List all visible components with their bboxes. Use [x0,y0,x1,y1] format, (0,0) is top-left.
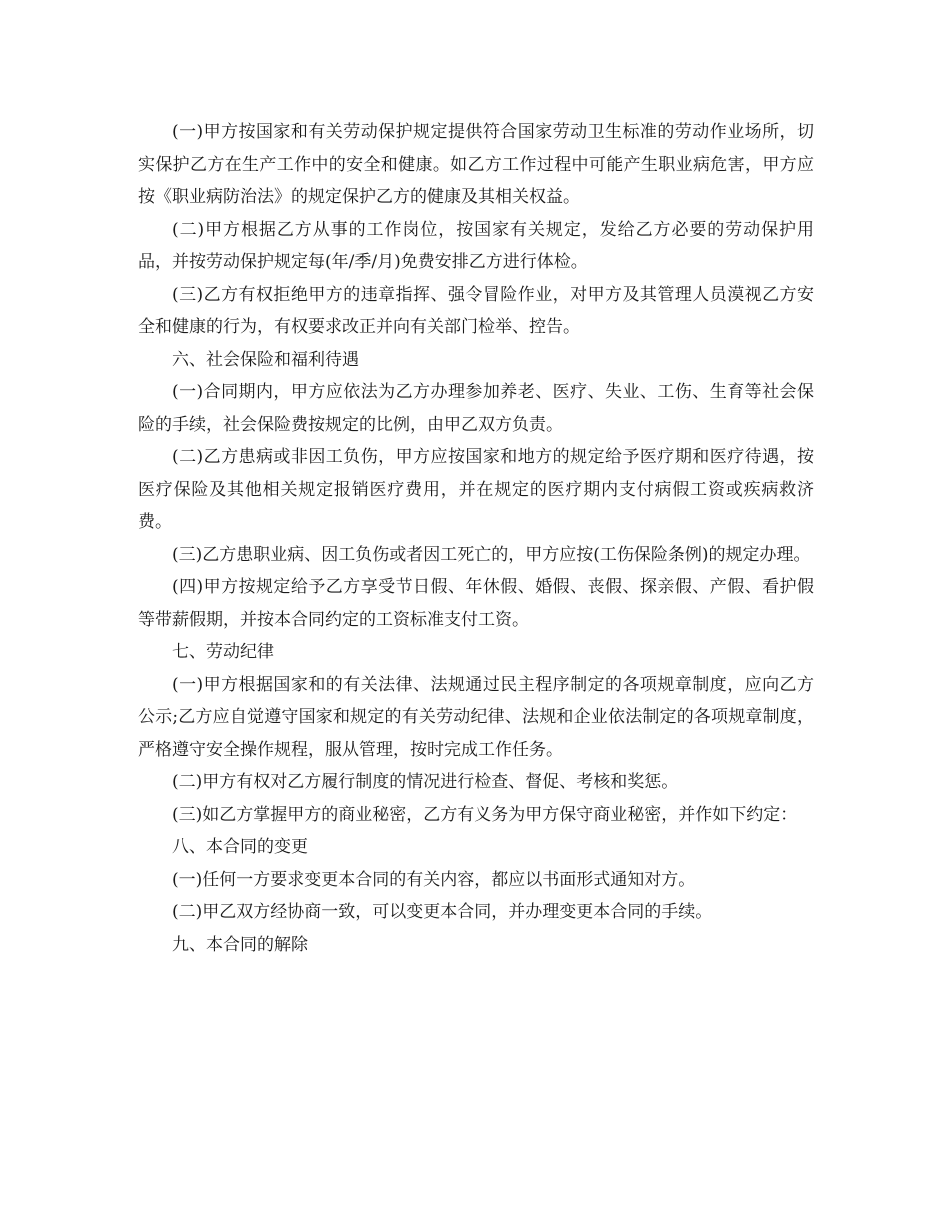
paragraph-insurance-4: (四)甲方按规定给予乙方享受节日假、年休假、婚假、丧假、探亲假、产假、看护假等带薪假期，并按本合同约定的工资标准支付工资。 [138,577,814,630]
paragraph-discipline-3: (三)如乙方掌握甲方的商业秘密，乙方有义务为甲方保守商业秘密，并作如下约定： [172,804,798,825]
section-heading-9: 九、本合同的解除 [172,934,308,955]
paragraph-safety-2: (二)甲方根据乙方从事的工作岗位，按国家有关规定，发给乙方必要的劳动保护用品，并按劳动保护规定每(年/季/月)免费安排乙方进行体检。 [138,219,814,272]
paragraph-discipline-2: (二)甲方有权对乙方履行制度的情况进行检查、督促、考核和奖惩。 [172,772,679,792]
paragraph-safety-1: (一)甲方按国家和有关劳动保护规定提供符合国家劳动卫生标准的劳动作业场所，切实保护乙方在生产工作中的安全和健康。如乙方工作过程中可能产生职业病危害，甲方应按《职业病防治法》的规定保护乙方的健康及其相关权益。 [138,122,814,207]
paragraph-insurance-1: (一)合同期内，甲方应依法为乙方办理参加养老、医疗、失业、工伤、生育等社会保险的手续，社会保险费按规定的比例，由甲乙双方负责。 [138,382,814,435]
paragraph-change-2: (二)甲乙双方经协商一致，可以变更本合同，并办理变更本合同的手续。 [172,902,713,922]
paragraph-insurance-2: (二)乙方患病或非因工负伤，甲方应按国家和地方的规定给予医疗期和医疗待遇，按医疗保险及其他相关规定报销医疗费用，并在规定的医疗期内支付病假工资或疾病救济费。 [138,447,814,532]
paragraph-safety-3: (三)乙方有权拒绝甲方的违章指挥、强令冒险作业，对甲方及其管理人员漠视乙方安全和健康的行为，有权要求改正并向有关部门检举、控告。 [138,284,814,337]
paragraph-change-1: (一)任何一方要求变更本合同的有关内容，都应以书面形式通知对方。 [172,869,696,890]
document-body [138,116,814,961]
section-heading-7: 七、劳动纪律 [172,642,274,662]
paragraph-discipline-1: (一)甲方根据国家和的有关法律、法规通过民主程序制定的各项规章制度，应向乙方公示;乙方应自觉遵守国家和规定的有关劳动纪律、法规和企业依法制定的各项规章制度，严格遵守安全操作规程，服从管理，按时完成工作任务。 [138,674,814,760]
section-heading-6: 六、社会保险和福利待遇 [172,349,359,370]
paragraph-insurance-3: (三)乙方患职业病、因工负伤或者因工死亡的，甲方应按(工伤保险条例)的规定办理。 [172,544,811,565]
section-heading-8: 八、本合同的变更 [172,837,308,857]
